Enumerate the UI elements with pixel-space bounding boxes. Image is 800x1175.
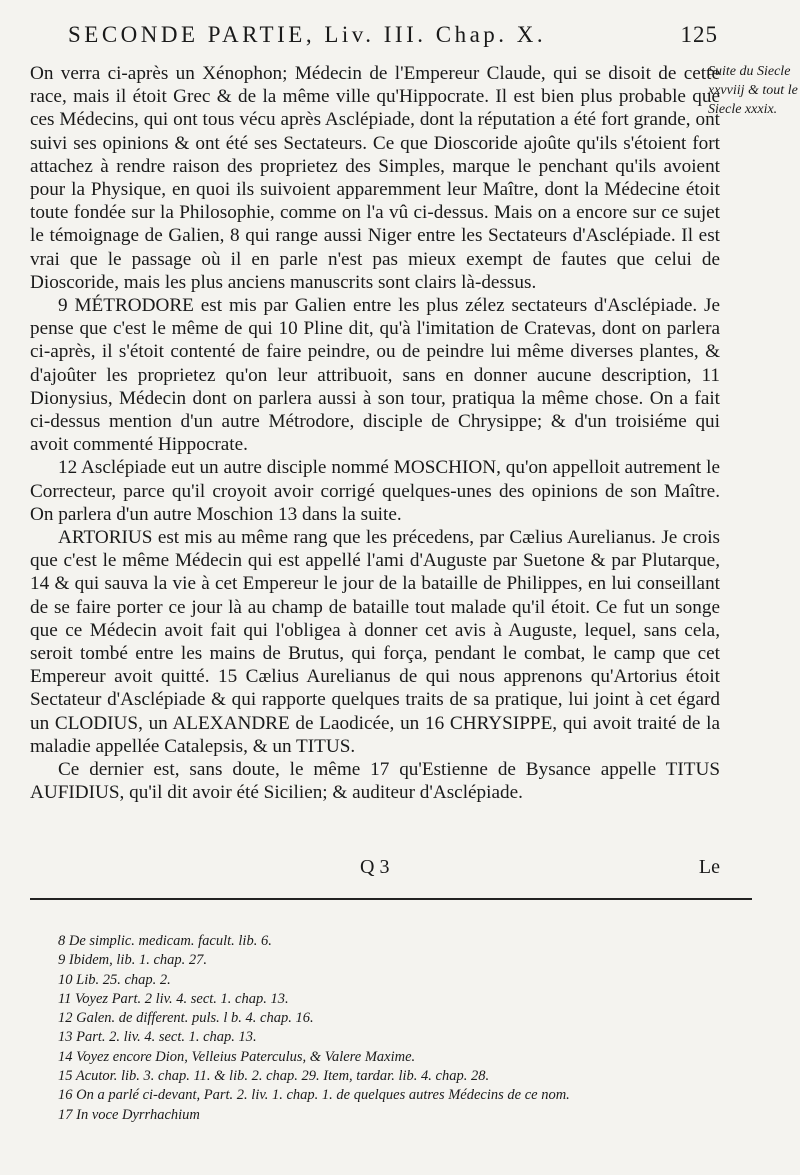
paragraph: 12 Asclépiade eut un autre disciple nommé MOSCHION, qu'on appelloit autrement le Correcteur, parce qu'il croyoit avoir corrigé quelques-unes des opinions de son Maître. On parlera d'un autre Moschion 13 dans la suite. bbox=[30, 457, 720, 525]
signature-mark: Q 3 bbox=[360, 856, 390, 878]
footnote: 15 Acutor. lib. 3. chap. 11. & lib. 2. chap. 29. Item, tardar. lib. 4. chap. 28. bbox=[58, 1068, 490, 1085]
main-text bbox=[30, 62, 720, 805]
footnote: 12 Galen. de different. puls. l b. 4. chap. 16. bbox=[58, 1010, 314, 1027]
paragraph: On verra ci-après un Xénophon; Médecin de l'Empereur Claude, qui se disoit de cette race, mais il étoit Grec & de la même ville qu'Hippocrate. Il est bien plus probable que ces Médecins, qui ont tous vécu après Asclépiade, dont la réputation a été fort grande, ont suivi ses opinions & ont été ses Sectateurs. Ce que Dioscoride ajoûte qu'ils s'étoient fort attachez à rendre raison des proprietez des Simples, marque le penchant qu'ils avoient pour la Physique, en quoi ils suivoient apparemment leur Maître, dont la Médecine étoit toute fondée sur la Philosophie, comme on l'a vû ci-dessus. Mais on a encore sur ce sujet le témoignage de Galien, 8 qui range aussi Niger entre les Sectateurs d'Asclépiade. Il est vrai que le passage où il en parle n'est pas mieux exempt de fautes que celui de Dioscoride, mais les plus anciens manuscrits sont clairs là-dessus. bbox=[30, 63, 720, 293]
footnote-rule bbox=[30, 898, 752, 900]
footnote: 14 Voyez encore Dion, Velleius Paterculus, & Valere Maxime. bbox=[58, 1048, 416, 1065]
footnote: 11 Voyez Part. 2 liv. 4. sect. 1. chap. 13. bbox=[58, 990, 289, 1007]
footnote: 17 In voce Dyrrhachium bbox=[58, 1106, 200, 1123]
running-head bbox=[68, 22, 718, 48]
running-head-title: SECONDE PARTIE, Liv. III. Chap. X. bbox=[68, 22, 547, 47]
footnote: 9 Ibidem, lib. 1. chap. 27. bbox=[58, 952, 208, 969]
footnote: 13 Part. 2. liv. 4. sect. 1. chap. 13. bbox=[58, 1029, 257, 1046]
paragraph: ARTORIUS est mis au même rang que les précedens, par Cælius Aurelianus. Je crois que c'est le même Médecin qui est appellé l'ami d'Auguste par Suetone & par Plutarque, 14 & qui sauva la vie à cet Empereur le jour de la bataille de Philippes, en lui conseillant de se faire porter ce jour là au champ de bataille tout malade qu'il étoit. Ce fut un songe que ce Médecin avoit fait qui l'obligea à donner cet avis à Auguste, lequel, sans cela, seroit tombé entre les mains de Brutus, qui força, pendant le combat, le camp que cet Empereur avoit quitté. 15 Cælius Aurelianus de qui nous apprenons qu'Artorius étoit Sectateur d'Asclépiade & qui rapporte quelques traits de sa pratique, lui joint à cet égard un CLODIUS, un ALEXANDRE de Laodicée, un 16 CHRYSIPPE, qui avoit traité de la maladie appellée Catalepsis, & un TITUS. bbox=[30, 527, 720, 757]
footnote: 8 De simplic. medicam. facult. lib. 6. bbox=[58, 933, 272, 949]
footnote: 10 Lib. 25. chap. 2. bbox=[58, 971, 171, 988]
paragraph: Ce dernier est, sans doute, le même 17 qu'Estienne de Bysance appelle TITUS AUFIDIUS, qu'il dit avoir été Sicilien; & auditeur d'Asclépiade. bbox=[30, 759, 720, 804]
page-number: 125 bbox=[680, 22, 718, 47]
footnotes bbox=[58, 932, 748, 1125]
paragraph: 9 MÉTRODORE est mis par Galien entre les plus zélez sectateurs d'Asclépiade. Je pense que c'est le même de qui 10 Pline dit, qu'à l'imitation de Cratevas, dont on parlera ci-après, il s'étoit contenté de faire peindre, ou de peindre lui même diverses plantes, & d'ajoûter les proprietez qu'on leur attribuoit, sans en donner aucune description, 11 Dionysius, Médecin dont on parlera aussi à son tour, pratiqua la même chose. On a fait ci-dessus mention d'un autre Métrodore, disciple de Chrysippe; & d'un troisiéme qui avoit commenté Hippocrate. bbox=[30, 295, 720, 456]
margin-note: Suite du Siecle xxvviij & tout le Siecle xxxix. bbox=[708, 64, 798, 117]
catchword: Le bbox=[698, 856, 720, 878]
footnote: 16 On a parlé ci-devant, Part. 2. liv. 1. chap. 1. de quelques autres Médecins de ce nom. bbox=[58, 1087, 570, 1104]
